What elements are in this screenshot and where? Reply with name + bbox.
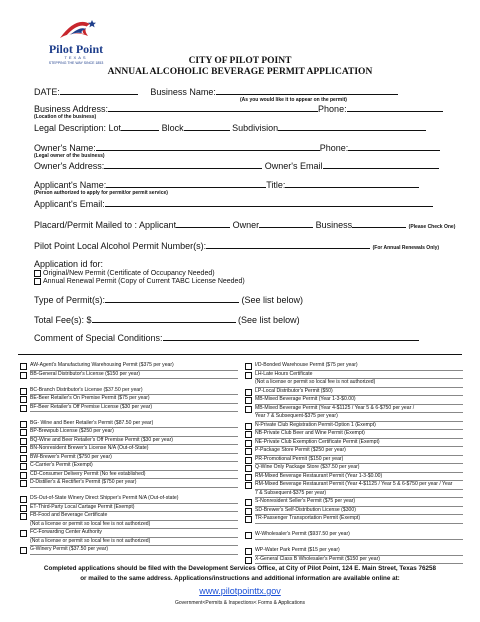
type-field[interactable] xyxy=(105,294,239,303)
fees-field[interactable] xyxy=(92,314,236,323)
legal-label: Legal Description: Lot xyxy=(34,123,122,133)
placard-row xyxy=(34,219,455,230)
local-permit-label: Pilot Point Local Alcohol Permit Number(s): xyxy=(34,241,207,251)
permit-item[interactable] xyxy=(20,395,238,404)
permit-item[interactable] xyxy=(245,413,463,422)
permit-checkbox[interactable] xyxy=(20,421,27,428)
original-checkbox[interactable] xyxy=(34,270,41,277)
permit-item[interactable] xyxy=(20,437,238,446)
business-phone-field[interactable] xyxy=(347,103,443,112)
permit-spacer xyxy=(245,540,463,548)
permit-label: MB-Mixed Beverage Permit (Year 1-3-$0.00) xyxy=(255,396,463,405)
permit-label: AW-Agent's Manufacturing Warehousing Permit ($375 per year) xyxy=(30,362,238,371)
permit-label: PR-Promotional Permit ($150 per year) xyxy=(255,456,463,465)
permit-item[interactable] xyxy=(245,547,463,556)
permit-checkbox[interactable] xyxy=(20,388,27,395)
applicant-name-field[interactable] xyxy=(106,179,266,188)
permit-spacer xyxy=(20,379,238,387)
permit-item[interactable] xyxy=(245,379,463,388)
option-original[interactable] xyxy=(34,269,245,278)
owner-address-label: Owner's Address: xyxy=(34,161,105,171)
permit-spacer xyxy=(20,412,238,420)
permit-item[interactable] xyxy=(245,481,463,490)
date-label: DATE: xyxy=(34,87,60,97)
permit-label: 7 & Subsequent-$375 per year) xyxy=(255,490,463,499)
permit-label: NE-Private Club Exemption Certificate Permit (Exempt) xyxy=(255,439,463,448)
permit-checkbox[interactable] xyxy=(20,363,27,370)
owner-phone-field[interactable] xyxy=(348,142,440,151)
header-city: CITY OF PILOT POINT xyxy=(188,56,292,66)
comment-field[interactable] xyxy=(163,332,419,341)
permit-item[interactable] xyxy=(20,462,238,471)
owner-email-field[interactable] xyxy=(323,160,439,169)
owner-email-label: Owner's Email xyxy=(264,161,323,171)
footer-instructions-2: or mailed to the same address. Applications/instructions and additional information are available online at: xyxy=(80,575,400,582)
permit-label: SD-Brewer's Self-Distribution License ($300) xyxy=(255,507,463,516)
check-one-note: (Please Check One) xyxy=(408,224,456,230)
permit-label: LP-Local Distributor's Permit ($50) xyxy=(255,388,463,397)
permit-label: D-Distiller's & Rectifier's Permit ($750 per year) xyxy=(30,479,238,488)
option-renewal-label: Annual Renewal Permit (Copy of Current TABC License Needed) xyxy=(43,278,245,286)
see-list-note: (See list below) xyxy=(241,295,304,305)
permit-checkbox[interactable] xyxy=(20,429,27,436)
permit-label: C-Carrier's Permit (Exempt) xyxy=(30,462,238,471)
block-label: Block xyxy=(161,123,184,133)
comment-label: Comment of Special Conditions: xyxy=(34,333,163,343)
permit-item[interactable] xyxy=(20,512,238,521)
permit-checkbox[interactable] xyxy=(245,557,252,564)
permit-item[interactable] xyxy=(245,531,463,540)
permit-checkbox[interactable] xyxy=(245,465,252,472)
local-permit-row xyxy=(34,240,439,251)
business-check-field[interactable] xyxy=(352,219,406,228)
permit-checkbox[interactable] xyxy=(20,547,27,554)
permit-item[interactable] xyxy=(20,445,238,454)
applicant-email-field[interactable] xyxy=(105,198,433,207)
permit-label: Year 7 & Subsequent-$375 per year) xyxy=(255,413,463,422)
owner-address-field[interactable] xyxy=(104,160,262,169)
permit-label: G-Winery Permit ($37.50 per year) xyxy=(30,546,238,555)
permit-list-right xyxy=(245,362,463,564)
permit-checkbox[interactable] xyxy=(20,496,27,503)
legal-row xyxy=(34,122,426,133)
permit-item[interactable] xyxy=(20,420,238,429)
legal-owner-note: (Legal owner of the business) xyxy=(34,153,105,159)
permit-label: W-Wholesaler's Permit ($937.50 per year) xyxy=(255,531,463,540)
applicant-email-row xyxy=(34,198,433,209)
permit-label: ET-Third-Party Local Cartage Permit (Exempt) xyxy=(30,504,238,513)
permit-checkbox[interactable] xyxy=(20,472,27,479)
permit-checkbox[interactable] xyxy=(20,438,27,445)
permit-checkbox[interactable] xyxy=(20,405,27,412)
permit-checkbox[interactable] xyxy=(245,508,252,515)
permit-item[interactable] xyxy=(245,473,463,482)
permit-label: DS-Out-of-State Winery Direct Shipper's Permit N/A (Out-of-state) xyxy=(30,495,238,504)
divider xyxy=(18,354,462,355)
permit-checkbox[interactable] xyxy=(245,482,252,489)
permit-label: BB-General Distributor's License ($150 per year) xyxy=(30,371,238,380)
permit-label: X-General Class B Wholesaler's Permit ($150 per year) xyxy=(255,556,463,565)
footer-instructions: Completed applications should be filed with the Development Services Office, at City of Pilot Point, 124 E. Main Street, Texas 76258 xyxy=(43,565,437,572)
permit-item[interactable] xyxy=(245,396,463,405)
permit-checkbox[interactable] xyxy=(20,396,27,403)
permit-checkbox[interactable] xyxy=(245,423,252,430)
type-row xyxy=(34,294,303,305)
permit-item[interactable] xyxy=(245,464,463,473)
permit-label: MB-Mixed Beverage Permit (Year 4-$1125 / Year 5 & 6-$750 per year / xyxy=(255,405,463,414)
permit-label: P-Package Store Permit ($250 per year) xyxy=(255,447,463,456)
owner-phone-label: Phone: xyxy=(319,143,349,153)
permit-label: (Not a license or permit so local fee is not authorized) xyxy=(30,521,238,530)
date-field[interactable] xyxy=(60,86,138,95)
permit-label: (Not a license or permit so local fee is not authorized) xyxy=(30,538,238,547)
permit-item[interactable] xyxy=(20,521,238,530)
permit-label: FB-Food and Beverage Certificate xyxy=(30,512,238,521)
option-original-label: Original/New Permit (Certificate of Occupancy Needed) xyxy=(43,269,215,277)
permit-item[interactable] xyxy=(245,490,463,499)
permit-checkbox[interactable] xyxy=(245,363,252,370)
permit-checkbox[interactable] xyxy=(245,474,252,481)
permit-label: RM-Mixed Beverage Restaurant Permit (Year 1-3-$0.00) xyxy=(255,473,463,482)
permit-label: TR-Passenger Transportation Permit (Exempt) xyxy=(255,515,463,524)
permit-item[interactable] xyxy=(20,404,238,413)
permit-item[interactable] xyxy=(20,471,238,480)
permit-checkbox[interactable] xyxy=(245,389,252,396)
flag-icon xyxy=(30,14,122,44)
permit-list-left xyxy=(20,362,238,555)
permit-label: BF-Beer Retailer's Off Premise License ($30 per year) xyxy=(30,404,238,413)
permit-checkbox[interactable] xyxy=(245,397,252,404)
permit-label: FC-Forwarding Center Authority xyxy=(30,529,238,538)
permit-label: BC-Branch Distributor's License ($37.50 per year) xyxy=(30,387,238,396)
fees-label: Total Fee(s): $ xyxy=(34,315,92,325)
permit-item[interactable] xyxy=(245,430,463,439)
permit-label: S-Nonresident Seller's Permit ($75 per year) xyxy=(255,498,463,507)
permit-label: BG- Wine and Beer Retailer's Permit ($87.50 per year) xyxy=(30,420,238,429)
permit-item[interactable] xyxy=(20,546,238,555)
permit-checkbox[interactable] xyxy=(20,480,27,487)
permit-item[interactable] xyxy=(245,498,463,507)
permit-spacer xyxy=(245,524,463,532)
header-form-title: ANNUAL ALCOHOLIC BEVERAGE PERMIT APPLICATION xyxy=(107,67,373,77)
person-note: (Person authorized to apply for permit/or permit service) xyxy=(34,190,168,196)
breadcrumb: Government<Permits & Inspections< Forms & Applications xyxy=(174,600,306,606)
owner-check-field[interactable] xyxy=(259,219,313,228)
applicant-name-label: Applicant's Name: xyxy=(34,180,107,190)
owner-address-row xyxy=(34,160,439,171)
permit-item[interactable] xyxy=(245,362,463,371)
date-row xyxy=(34,86,398,97)
permit-item[interactable] xyxy=(20,362,238,371)
see-list-note-2: (See list below) xyxy=(238,315,300,325)
permit-checkbox[interactable] xyxy=(245,532,252,539)
permit-checkbox[interactable] xyxy=(245,457,252,464)
permit-checkbox[interactable] xyxy=(20,513,27,520)
fees-row xyxy=(34,314,300,325)
business-name-field[interactable] xyxy=(216,86,398,95)
owner-name-row xyxy=(34,142,440,153)
title-label: Title: xyxy=(266,180,286,190)
permit-label: WP-Water Park Permit ($15 per year) xyxy=(255,547,463,556)
permit-item[interactable] xyxy=(20,371,238,380)
permit-label: (Not a license or permit so local fee is not authorized) xyxy=(255,379,463,388)
permit-label: N-Private Club Registration Permit-Option 1 (Exempt) xyxy=(255,422,463,431)
permit-item[interactable] xyxy=(245,371,463,380)
permit-checkbox[interactable] xyxy=(20,530,27,537)
permit-item[interactable] xyxy=(20,387,238,396)
permit-item[interactable] xyxy=(245,456,463,465)
applicant-name-row xyxy=(34,179,419,190)
permit-label: BW-Brewer's Permit ($750 per year) xyxy=(30,454,238,463)
permit-label: I/D-Bonded Warehouse Permit ($75 per year) xyxy=(255,362,463,371)
permit-item[interactable] xyxy=(245,422,463,431)
permit-item[interactable] xyxy=(245,507,463,516)
permit-label: CD-Consumer Delivery Permit (No fee established) xyxy=(30,471,238,480)
comment-row xyxy=(34,332,419,343)
permit-item[interactable] xyxy=(245,439,463,448)
owner-option-label: Owner xyxy=(232,220,260,230)
permit-item[interactable] xyxy=(245,388,463,397)
permit-label: BE-Beer Retailer's On Premise Permit ($75 per year) xyxy=(30,395,238,404)
permit-item[interactable] xyxy=(20,538,238,547)
permit-checkbox[interactable] xyxy=(20,505,27,512)
permit-checkbox[interactable] xyxy=(20,463,27,470)
renewal-checkbox[interactable] xyxy=(34,278,41,285)
renewals-note: (For Annual Renewals Only) xyxy=(372,245,440,251)
permit-checkbox[interactable] xyxy=(245,406,252,413)
subdivision-label: Subdivision xyxy=(232,123,279,133)
permit-item[interactable] xyxy=(20,529,238,538)
applicant-email-label: Applicant's Email: xyxy=(34,199,105,209)
applicant-title-field[interactable] xyxy=(285,179,419,188)
permit-checkbox[interactable] xyxy=(245,431,252,438)
business-option-label: Business xyxy=(315,220,353,230)
business-address-row xyxy=(34,103,443,114)
type-label: Type of Permit(s): xyxy=(34,295,106,305)
permit-checkbox[interactable] xyxy=(245,440,252,447)
permit-item[interactable] xyxy=(245,447,463,456)
placard-label: Placard/Permit Mailed to : Applicant xyxy=(34,220,177,230)
permit-checkbox[interactable] xyxy=(20,455,27,462)
permit-checkbox[interactable] xyxy=(245,499,252,506)
business-name-note: (As you would like it to appear on the permit) xyxy=(240,97,347,103)
logo-tagline: STEPPING THE WAY SINCE 1853 xyxy=(48,61,104,65)
permit-label: NB-Private Club Beer and Wine Permit (Exempt) xyxy=(255,430,463,439)
permit-item[interactable] xyxy=(245,556,463,565)
permit-checkbox[interactable] xyxy=(20,372,27,379)
subdivision-field[interactable] xyxy=(278,122,426,131)
applicant-check-field[interactable] xyxy=(176,219,230,228)
lot-field[interactable] xyxy=(121,122,159,131)
website-link[interactable]: www.pilotpointtx.gov xyxy=(199,586,281,596)
permit-label: BN-Nonresident Brewer's License N/A (Out-of-State) xyxy=(30,445,238,454)
business-address-field[interactable] xyxy=(108,103,318,112)
permit-label: BQ-Wine and Beer Retailer's Off Premise Permit ($30 per year) xyxy=(30,437,238,446)
permit-item[interactable] xyxy=(20,454,238,463)
phone-label: Phone: xyxy=(318,104,347,114)
block-field[interactable] xyxy=(184,122,230,131)
logo-name: Pilot Point xyxy=(48,42,104,56)
permit-checkbox[interactable] xyxy=(245,516,252,523)
permit-checkbox[interactable] xyxy=(245,372,252,379)
option-renewal[interactable] xyxy=(34,278,245,287)
owner-name-field[interactable] xyxy=(96,142,320,151)
permit-checkbox[interactable] xyxy=(20,446,27,453)
application-for-label: Application id for: xyxy=(34,259,104,269)
permit-label: Q-Wine Only Package Store ($37.50 per year) xyxy=(255,464,463,473)
permit-spacer xyxy=(20,488,238,496)
application-options xyxy=(34,269,245,286)
location-note: (Location of the business) xyxy=(34,114,97,120)
permit-checkbox[interactable] xyxy=(245,548,252,555)
business-address-label: Business Address: xyxy=(34,104,109,114)
business-name-label: Business Name: xyxy=(150,87,216,97)
permit-item[interactable] xyxy=(20,479,238,488)
permit-item[interactable] xyxy=(245,405,463,414)
permit-label: LH-Late Hours Certificate xyxy=(255,371,463,380)
permit-label: RM-Mixed Beverage Restaurant Permit (Year 4-$1125 / Year 5 & 6-$750 per year / Year xyxy=(255,481,463,490)
logo-sub: TEXAS xyxy=(64,55,88,60)
permit-item[interactable] xyxy=(20,495,238,504)
permit-label: BP-Brewpub License ($250 per year) xyxy=(30,428,238,437)
permit-item[interactable] xyxy=(20,428,238,437)
permit-item[interactable] xyxy=(245,515,463,524)
permit-item[interactable] xyxy=(20,504,238,513)
owner-name-label: Owner's Name: xyxy=(34,143,96,153)
permit-checkbox[interactable] xyxy=(245,448,252,455)
local-permit-field[interactable] xyxy=(206,240,370,249)
